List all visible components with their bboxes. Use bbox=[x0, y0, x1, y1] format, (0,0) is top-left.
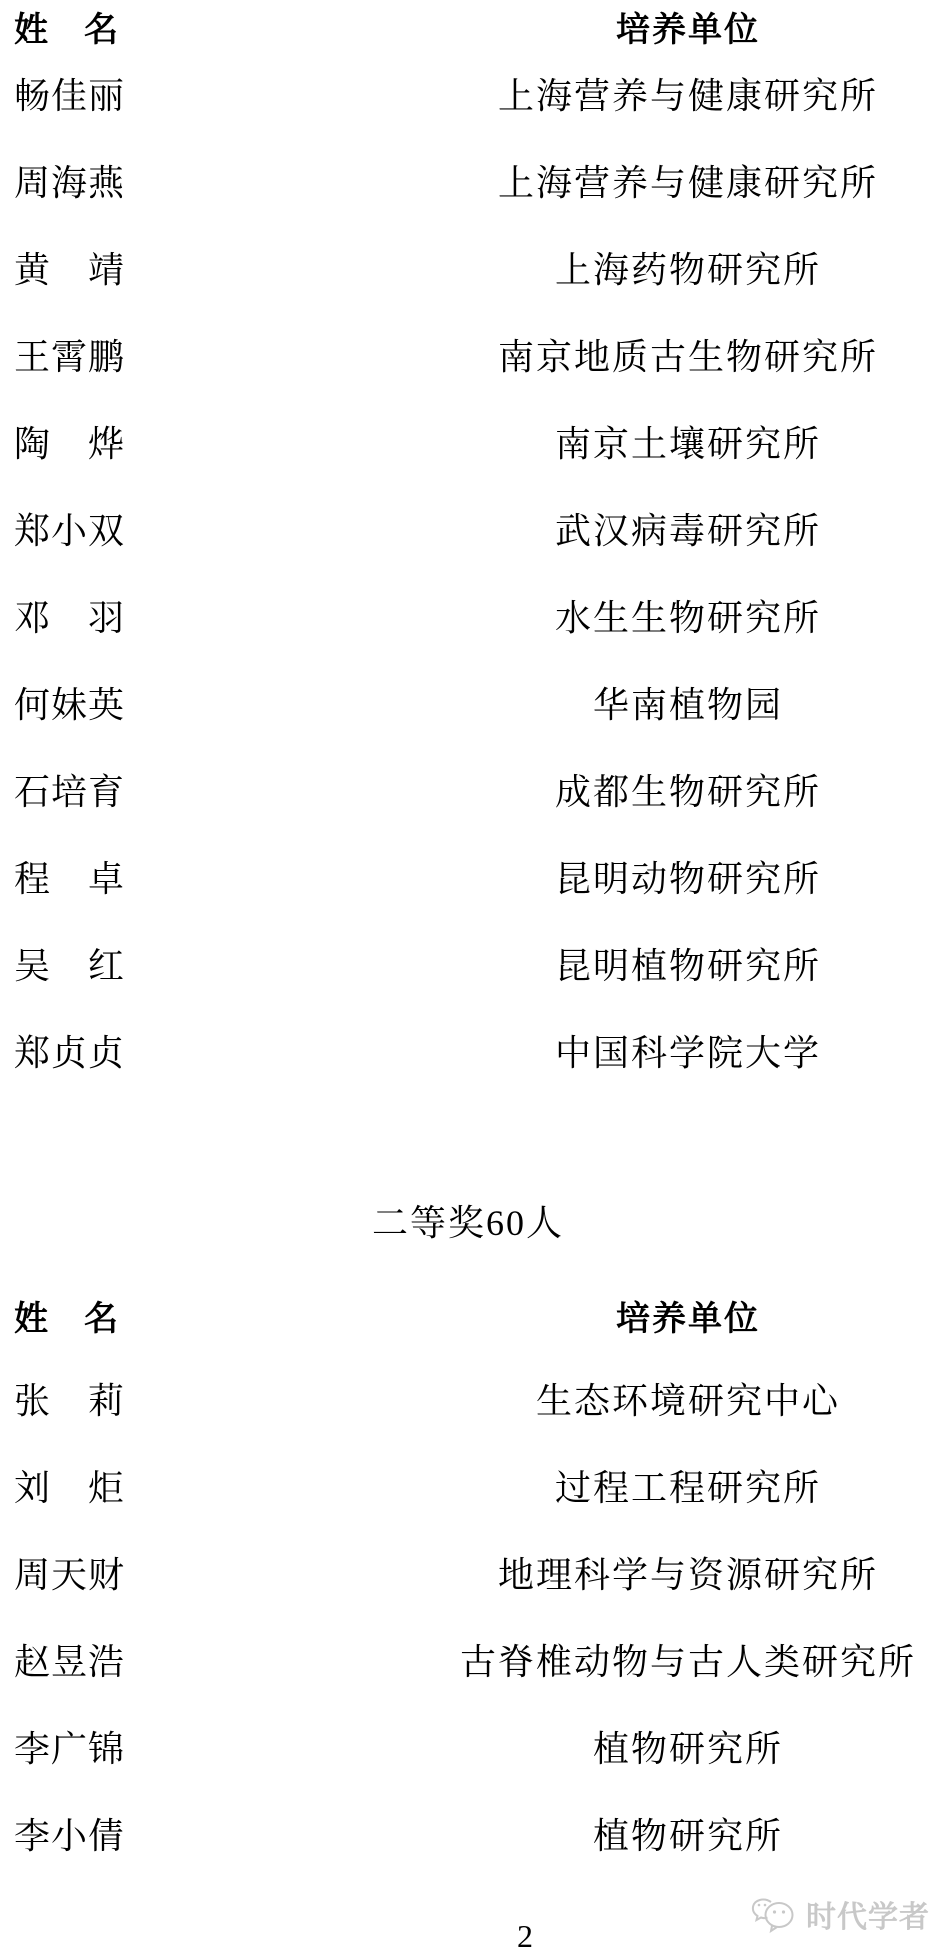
training-unit: 生态环境研究中心 bbox=[535, 1381, 840, 1421]
training-unit: 昆明植物研究所 bbox=[554, 946, 821, 986]
student-name: 陶 烨 bbox=[14, 424, 126, 464]
student-name: 王霄鹏 bbox=[14, 337, 126, 377]
training-unit: 昆明动物研究所 bbox=[554, 859, 821, 899]
student-name: 吴 红 bbox=[14, 946, 126, 986]
student-name: 郑贞贞 bbox=[14, 1033, 126, 1073]
student-name: 畅佳丽 bbox=[14, 76, 126, 116]
table-row bbox=[0, 1007, 936, 1094]
table-row bbox=[0, 572, 936, 659]
training-unit: 上海药物研究所 bbox=[554, 250, 821, 290]
student-name: 邓 羽 bbox=[14, 598, 126, 638]
column-header-name: 姓 名 bbox=[14, 1300, 119, 1338]
table-row bbox=[0, 1529, 936, 1616]
training-unit: 成都生物研究所 bbox=[554, 772, 821, 812]
student-name: 程 卓 bbox=[14, 859, 126, 899]
watermark bbox=[750, 1892, 930, 1936]
student-name: 周天财 bbox=[14, 1555, 126, 1595]
table-header-first-section bbox=[0, 2, 936, 49]
table-row bbox=[0, 398, 936, 485]
student-name: 何妹英 bbox=[14, 685, 126, 725]
student-name: 黄 靖 bbox=[14, 250, 126, 290]
student-name: 石培育 bbox=[14, 772, 126, 812]
training-unit: 上海营养与健康研究所 bbox=[497, 163, 878, 203]
training-unit: 水生生物研究所 bbox=[554, 598, 821, 638]
training-unit: 上海营养与健康研究所 bbox=[497, 76, 878, 116]
first-prize-rows bbox=[0, 50, 936, 1094]
training-unit: 南京土壤研究所 bbox=[554, 424, 821, 464]
table-row bbox=[0, 833, 936, 920]
training-unit: 地理科学与资源研究所 bbox=[497, 1555, 878, 1595]
table-row bbox=[0, 1790, 936, 1877]
column-header-name: 姓 名 bbox=[14, 11, 119, 49]
table-header-second-section bbox=[0, 1291, 936, 1338]
table-row bbox=[0, 311, 936, 398]
table-row bbox=[0, 1355, 936, 1442]
student-name: 李广锦 bbox=[14, 1729, 126, 1769]
student-name: 李小倩 bbox=[14, 1816, 126, 1856]
table-row bbox=[0, 746, 936, 833]
student-name: 赵昱浩 bbox=[14, 1642, 126, 1682]
training-unit: 中国科学院大学 bbox=[554, 1033, 821, 1073]
table-row bbox=[0, 920, 936, 1007]
training-unit: 武汉病毒研究所 bbox=[554, 511, 821, 551]
table-row bbox=[0, 224, 936, 311]
training-unit: 植物研究所 bbox=[592, 1816, 783, 1856]
student-name: 刘 炬 bbox=[14, 1468, 126, 1508]
column-header-unit: 培养单位 bbox=[616, 11, 760, 49]
chat-bubbles-icon bbox=[750, 1894, 798, 1934]
second-prize-rows bbox=[0, 1355, 936, 1877]
table-row bbox=[0, 1703, 936, 1790]
training-unit: 南京地质古生物研究所 bbox=[497, 337, 878, 377]
training-unit: 植物研究所 bbox=[592, 1729, 783, 1769]
table-row bbox=[0, 485, 936, 572]
training-unit: 过程工程研究所 bbox=[554, 1468, 821, 1508]
table-row bbox=[0, 137, 936, 224]
student-name: 周海燕 bbox=[14, 163, 126, 203]
training-unit: 华南植物园 bbox=[592, 685, 783, 725]
second-prize-heading: 二等奖60人 bbox=[371, 1203, 564, 1243]
student-name: 郑小双 bbox=[14, 511, 126, 551]
table-row bbox=[0, 659, 936, 746]
column-header-unit: 培养单位 bbox=[616, 1300, 760, 1338]
watermark-text: 时代学者 bbox=[806, 1901, 930, 1934]
table-row bbox=[0, 1616, 936, 1703]
training-unit: 古脊椎动物与古人类研究所 bbox=[459, 1642, 916, 1682]
page-number: 2 bbox=[517, 1918, 533, 1954]
table-row bbox=[0, 1442, 936, 1529]
table-row bbox=[0, 50, 936, 137]
student-name: 张 莉 bbox=[14, 1381, 126, 1421]
